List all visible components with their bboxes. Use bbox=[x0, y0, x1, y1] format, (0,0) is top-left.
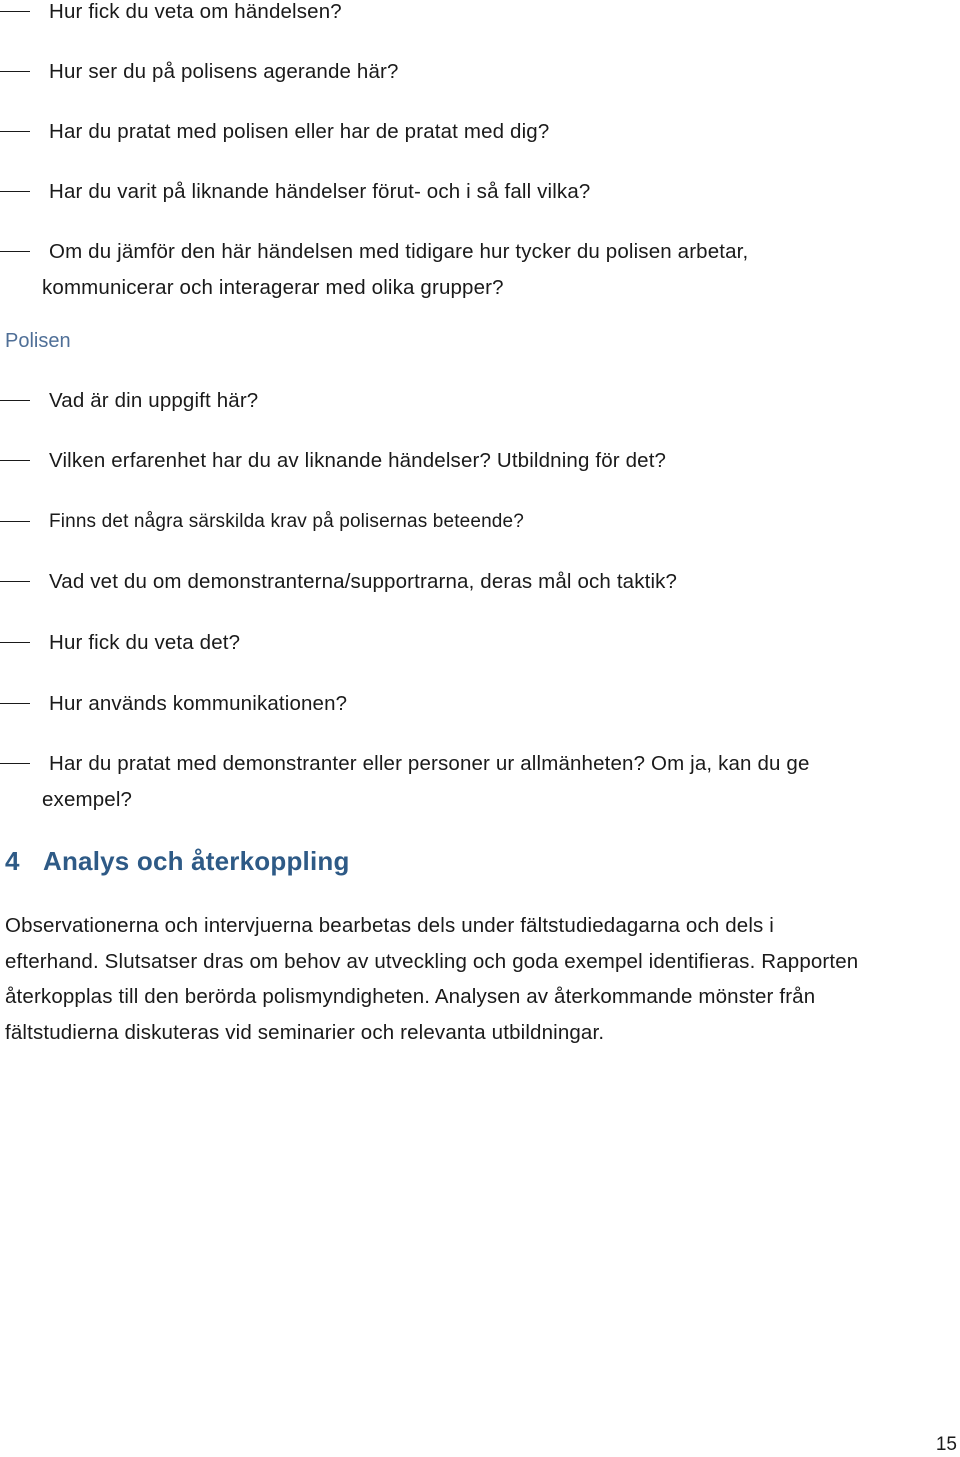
question-text: Om du jämför den här händelsen med tidigare hur tycker du polisen arbetar, bbox=[49, 240, 749, 263]
question-item bbox=[0, 234, 950, 305]
question-item bbox=[0, 686, 950, 722]
dash-bullet bbox=[0, 521, 30, 522]
body-paragraph bbox=[5, 908, 960, 1050]
dash-bullet bbox=[0, 251, 30, 252]
question-text: Vilken erfarenhet har du av liknande händelser? Utbildning för det? bbox=[49, 449, 667, 472]
dash-bullet bbox=[0, 581, 30, 582]
paragraph-line: Observationerna och intervjuerna bearbetas dels under fältstudiedagarna och dels i bbox=[5, 914, 774, 937]
question-item bbox=[0, 504, 950, 540]
dash-bullet bbox=[0, 11, 30, 12]
paragraph-line: fältstudierna diskuteras vid seminarier och relevanta utbildningar. bbox=[5, 1020, 605, 1044]
question-text-continued: exempel? bbox=[42, 787, 133, 811]
question-text: Har du pratat med demonstranter eller personer ur allmänheten? Om ja, kan du ge bbox=[49, 752, 810, 775]
dash-bullet bbox=[0, 460, 30, 461]
question-text: Hur ser du på polisens agerande här? bbox=[49, 60, 399, 83]
question-text: Hur fick du veta om händelsen? bbox=[49, 0, 342, 23]
question-item bbox=[0, 443, 950, 479]
question-item bbox=[0, 0, 950, 30]
question-text: Vad är din uppgift här? bbox=[49, 389, 259, 412]
page-number: 15 bbox=[935, 1434, 957, 1455]
dash-bullet bbox=[0, 703, 30, 704]
question-item bbox=[0, 54, 950, 90]
question-text: Hur används kommunikationen? bbox=[49, 692, 348, 715]
question-text: Vad vet du om demonstranterna/supportrarna, deras mål och taktik? bbox=[49, 570, 678, 593]
dash-bullet bbox=[0, 763, 30, 764]
section-title: Analys och återkoppling bbox=[43, 846, 350, 876]
dash-bullet bbox=[0, 131, 30, 132]
dash-bullet bbox=[0, 400, 30, 401]
question-item bbox=[0, 625, 950, 661]
question-text: Finns det några särskilda krav på polisernas beteende? bbox=[49, 511, 524, 532]
question-item bbox=[0, 746, 950, 817]
question-text: Har du pratat med polisen eller har de pratat med dig? bbox=[49, 120, 550, 143]
dash-bullet bbox=[0, 191, 30, 192]
question-text: Hur fick du veta det? bbox=[49, 631, 241, 654]
question-text-continued: kommunicerar och interagerar med olika grupper? bbox=[42, 275, 504, 299]
section-heading bbox=[5, 843, 350, 879]
subheading-polisen: Polisen bbox=[5, 330, 71, 352]
question-item bbox=[0, 114, 950, 150]
question-item bbox=[0, 174, 950, 210]
question-text: Har du varit på liknande händelser förut- och i så fall vilka? bbox=[49, 180, 591, 203]
dash-bullet bbox=[0, 642, 30, 643]
section-number: 4 bbox=[5, 846, 20, 876]
paragraph-line: efterhand. Slutsatser dras om behov av utveckling och goda exempel identifieras. Rapporten bbox=[5, 949, 859, 973]
dash-bullet bbox=[0, 71, 30, 72]
question-item bbox=[0, 564, 950, 600]
question-item bbox=[0, 383, 950, 419]
paragraph-line: återkopplas till den berörda polismyndigheten. Analysen av återkommande mönster från bbox=[5, 985, 816, 1008]
